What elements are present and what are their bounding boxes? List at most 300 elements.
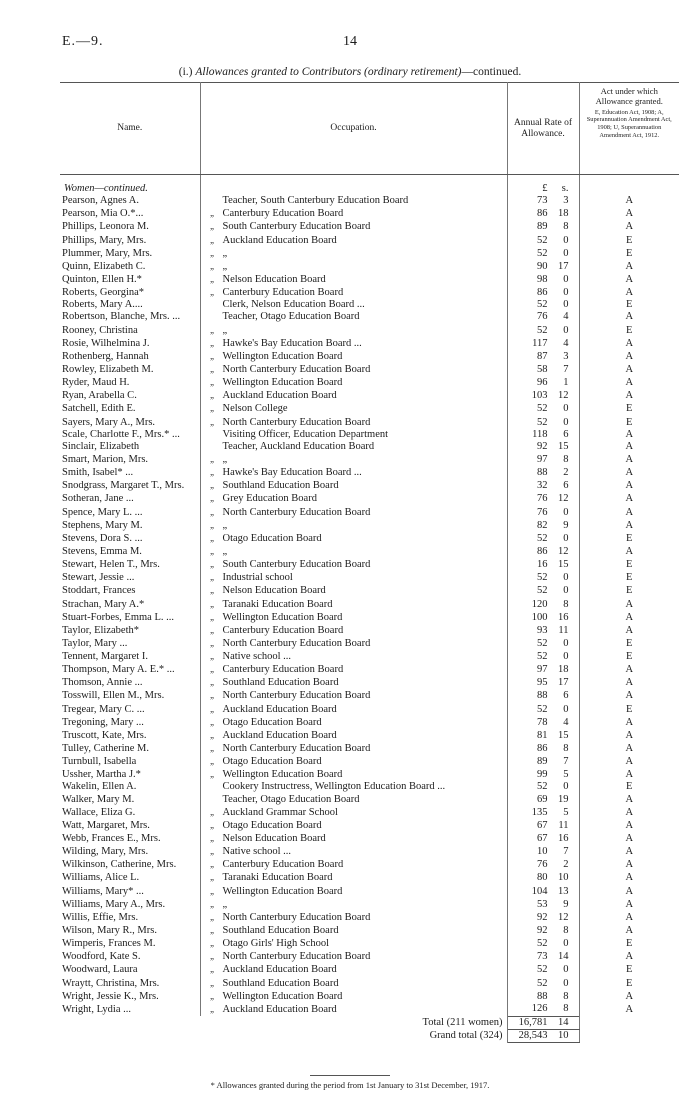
table-row — [60, 845, 679, 858]
act-code: A — [625, 793, 634, 805]
rate-shillings: 7 — [563, 756, 569, 768]
rate-shillings: 8 — [563, 990, 569, 1002]
act-code: E — [626, 234, 633, 246]
table-row — [60, 637, 679, 650]
ditto-mark: „ — [209, 221, 215, 232]
rate-pounds: 104 — [531, 885, 548, 897]
rate-pounds: 76 — [537, 506, 548, 518]
table-row — [60, 324, 679, 337]
rate-pounds: 80 — [537, 872, 548, 884]
act-code: A — [625, 925, 634, 937]
occupation: Wellington Education Board — [222, 350, 343, 362]
contributor-name: Wilding, Mary, Mrs. — [62, 846, 149, 858]
table-row — [60, 207, 679, 220]
table-row — [60, 479, 679, 492]
occupation: Wellington Education Board — [222, 769, 343, 781]
footnote-rule — [310, 1075, 390, 1076]
ditto-mark: „ — [209, 716, 215, 727]
page-number: 14 — [343, 34, 357, 49]
occupation: Wellington Education Board — [222, 885, 343, 897]
occupation: Southland Education Board — [222, 977, 339, 989]
rate-shillings: 0 — [563, 532, 569, 544]
contributor-name: Roberts, Georgina* — [62, 287, 145, 299]
act-code: E — [626, 299, 633, 311]
occupation: Auckland Education Board — [222, 964, 337, 976]
act-code: E — [626, 938, 633, 950]
ditto-mark: „ — [209, 247, 215, 258]
occupation: Nelson Education Board — [222, 833, 326, 845]
table-row — [60, 858, 679, 871]
rate-shillings: 12 — [558, 493, 569, 505]
table-row — [60, 558, 679, 571]
contributor-name: Ryan, Arabella C. — [62, 390, 137, 402]
act-code: A — [625, 287, 634, 299]
contributor-name: Tulley, Catherine M. — [62, 743, 150, 755]
act-code: E — [626, 324, 633, 336]
table-row — [60, 871, 679, 884]
ditto-mark: „ — [209, 624, 215, 635]
occupation: Otago Education Board — [222, 819, 322, 831]
units-pounds: £ — [542, 183, 548, 194]
table-row — [60, 598, 679, 611]
rate-pounds: 76 — [537, 859, 548, 871]
rate-shillings: 16 — [558, 833, 569, 845]
act-code: A — [625, 664, 634, 676]
contributor-name: Wallace, Eliza G. — [62, 806, 136, 818]
rate-pounds: 32 — [537, 480, 548, 492]
ditto-mark: „ — [209, 403, 215, 414]
table-row — [60, 220, 679, 233]
occupation: South Canterbury Education Board — [222, 221, 371, 233]
rate-shillings: 0 — [563, 234, 569, 246]
rate-pounds: 58 — [537, 363, 548, 375]
contributor-name: Williams, Alice L. — [62, 872, 140, 884]
rate-shillings: 12 — [558, 911, 569, 923]
ditto-mark: „ — [209, 872, 215, 883]
contributor-name: Robertson, Blanche, Mrs. ... — [62, 311, 181, 323]
rate-pounds: 120 — [531, 598, 548, 610]
footnote: * Allowances granted during the period from 1st January to 31st December, 1917. — [210, 1080, 490, 1090]
rate-shillings: 0 — [563, 977, 569, 989]
occupation: Otago Education Board — [222, 532, 322, 544]
act-code: E — [626, 585, 633, 597]
occupation: Otago Education Board — [222, 756, 322, 768]
act-code: A — [625, 350, 634, 362]
document-reference: E.—9. — [62, 34, 104, 49]
rate-shillings: 0 — [563, 324, 569, 336]
rate-pounds: 88 — [537, 690, 548, 702]
table-row — [60, 571, 679, 584]
act-code: E — [626, 572, 633, 584]
ditto-mark: „ — [209, 977, 215, 988]
occupation: Cookery Instructress, Wellington Education Board ... — [222, 781, 446, 793]
contributor-name: Ryder, Maud H. — [62, 377, 130, 389]
occupation: Taranaki Education Board — [222, 598, 333, 610]
contributor-name: Truscott, Kate, Mrs. — [62, 729, 147, 741]
rate-shillings: 17 — [558, 677, 569, 689]
occupation: Hawke's Bay Education Board ... — [222, 337, 362, 349]
act-title: Act under which Allowance granted. — [595, 86, 663, 107]
rate-shillings: 17 — [558, 260, 569, 272]
ditto-mark: „ — [209, 559, 215, 570]
occupation: „ — [222, 898, 228, 910]
rate-pounds: 100 — [531, 611, 548, 623]
occupation: Hawke's Bay Education Board ... — [222, 467, 362, 479]
occupation: North Canterbury Education Board — [222, 363, 371, 375]
occupation: North Canterbury Education Board — [222, 951, 371, 963]
rate-shillings: 16 — [558, 611, 569, 623]
table-row — [60, 729, 679, 742]
total-shillings: 14 — [558, 1016, 569, 1028]
rate-shillings: 3 — [563, 350, 569, 362]
ditto-mark: „ — [209, 324, 215, 335]
rate-pounds: 76 — [537, 493, 548, 505]
occupation: Canterbury Education Board — [222, 859, 344, 871]
rate-pounds: 86 — [537, 287, 548, 299]
occupation: Taranaki Education Board — [222, 872, 333, 884]
column-header-name: Name. — [60, 83, 200, 175]
contributor-name: Stevens, Dora S. ... — [62, 532, 143, 544]
rate-pounds: 86 — [537, 743, 548, 755]
contributor-name: Wakelin, Ellen A. — [62, 781, 137, 793]
act-code: A — [625, 493, 634, 505]
act-code: E — [626, 703, 633, 715]
rate-shillings: 12 — [558, 390, 569, 402]
rate-shillings: 15 — [558, 729, 569, 741]
rate-shillings: 0 — [563, 247, 569, 259]
occupation: Auckland Education Board — [222, 234, 337, 246]
table-row — [60, 441, 679, 453]
rate-pounds: 73 — [537, 195, 548, 207]
table-row — [60, 898, 679, 911]
contributor-name: Ussher, Martha J.* — [62, 769, 141, 781]
occupation: Auckland Education Board — [222, 1003, 337, 1015]
contributor-name: Wimperis, Frances M. — [62, 938, 156, 950]
contributor-name: Sinclair, Elizabeth — [62, 440, 140, 452]
ditto-mark: „ — [209, 506, 215, 517]
occupation: Wellington Education Board — [222, 611, 343, 623]
rate-shillings: 7 — [563, 363, 569, 375]
act-code: A — [625, 911, 634, 923]
rate-pounds: 52 — [537, 324, 548, 336]
rate-shillings: 0 — [563, 273, 569, 285]
rate-shillings: 0 — [563, 585, 569, 597]
column-header-rate: Annual Rate of Allowance. — [507, 83, 579, 175]
act-code: A — [625, 260, 634, 272]
contributor-name: Wright, Lydia ... — [62, 1003, 131, 1015]
ditto-mark: „ — [209, 598, 215, 609]
act-code: A — [625, 951, 634, 963]
table-row — [60, 389, 679, 402]
occupation: Native school ... — [222, 651, 292, 663]
rate-pounds: 97 — [537, 664, 548, 676]
rate-pounds: 81 — [537, 729, 548, 741]
act-code: A — [625, 677, 634, 689]
contributor-name: Wright, Jessie K., Mrs. — [62, 990, 159, 1002]
ditto-mark: „ — [209, 611, 215, 622]
act-code: E — [626, 247, 633, 259]
rate-pounds: 52 — [537, 703, 548, 715]
act-code: E — [626, 964, 633, 976]
ditto-mark: „ — [209, 703, 215, 714]
ditto-mark: „ — [209, 287, 215, 298]
contributor-name: Wraytt, Christina, Mrs. — [62, 977, 160, 989]
contributor-name: Stevens, Emma M. — [62, 545, 142, 557]
rate-pounds: 89 — [537, 756, 548, 768]
rate-shillings: 8 — [563, 453, 569, 465]
ditto-mark: „ — [209, 743, 215, 754]
occupation: Industrial school — [222, 572, 293, 584]
rate-pounds: 92 — [537, 925, 548, 937]
rate-pounds: 76 — [537, 311, 548, 323]
contributor-name: Rowley, Elizabeth M. — [62, 363, 154, 375]
rate-shillings: 14 — [558, 951, 569, 963]
contributor-name: Sotheran, Jane ... — [62, 493, 134, 505]
contributor-name: Sayers, Mary A., Mrs. — [62, 416, 156, 428]
act-code: A — [625, 846, 634, 858]
rate-pounds: 52 — [537, 572, 548, 584]
contributor-name: Quinn, Elizabeth C. — [62, 260, 146, 272]
rate-shillings: 7 — [563, 846, 569, 858]
ditto-mark: „ — [209, 806, 215, 817]
rate-pounds: 95 — [537, 677, 548, 689]
contributor-name: Strachan, Mary A.* — [62, 598, 145, 610]
ditto-mark: „ — [209, 208, 215, 219]
rate-shillings: 18 — [558, 208, 569, 220]
act-code: A — [625, 898, 634, 910]
contributor-name: Phillips, Leonora M. — [62, 221, 149, 233]
ditto-mark: „ — [209, 390, 215, 401]
rate-shillings: 0 — [563, 703, 569, 715]
total-label: Total (211 women) — [200, 1016, 507, 1029]
table-row — [60, 911, 679, 924]
act-code: A — [625, 377, 634, 389]
act-code: A — [625, 833, 634, 845]
rate-shillings: 9 — [563, 519, 569, 531]
rate-shillings: 0 — [563, 572, 569, 584]
rate-pounds: 73 — [537, 951, 548, 963]
rate-shillings: 0 — [563, 781, 569, 793]
rate-shillings: 11 — [558, 624, 569, 636]
act-code: E — [626, 781, 633, 793]
section-row — [60, 175, 679, 196]
rate-pounds: 67 — [537, 819, 548, 831]
rate-shillings: 13 — [558, 885, 569, 897]
contributor-name: Webb, Frances E., Mrs. — [62, 833, 161, 845]
act-code: E — [626, 403, 633, 415]
rate-pounds: 96 — [537, 377, 548, 389]
rate-shillings: 12 — [558, 545, 569, 557]
ditto-mark: „ — [209, 846, 215, 857]
occupation: Southland Education Board — [222, 925, 339, 937]
ditto-mark: „ — [209, 363, 215, 374]
ditto-mark: „ — [209, 951, 215, 962]
ditto-mark: „ — [209, 234, 215, 245]
ditto-mark: „ — [209, 493, 215, 504]
rate-shillings: 0 — [563, 403, 569, 415]
table-row — [60, 506, 679, 519]
total-row — [60, 1016, 679, 1029]
rate-shillings: 0 — [563, 938, 569, 950]
rate-pounds: 52 — [537, 585, 548, 597]
table-row — [60, 963, 679, 976]
table-header-row — [60, 83, 679, 175]
ditto-mark: „ — [209, 532, 215, 543]
table-row — [60, 611, 679, 624]
act-code: E — [626, 977, 633, 989]
ditto-mark: „ — [209, 819, 215, 830]
rate-shillings: 4 — [563, 337, 569, 349]
occupation: „ — [222, 247, 228, 259]
table-row — [60, 885, 679, 898]
rate-pounds: 126 — [531, 1003, 548, 1015]
rate-pounds: 53 — [537, 898, 548, 910]
contributor-name: Thomson, Annie ... — [62, 677, 143, 689]
ditto-mark: „ — [209, 833, 215, 844]
occupation: „ — [222, 545, 228, 557]
act-code: A — [625, 453, 634, 465]
contributor-name: Plummer, Mary, Mrs. — [62, 247, 153, 259]
table-row — [60, 376, 679, 389]
occupation: North Canterbury Education Board — [222, 690, 371, 702]
table-row — [60, 532, 679, 545]
act-code: A — [625, 598, 634, 610]
ditto-mark: „ — [209, 690, 215, 701]
contributor-name: Stuart-Forbes, Emma L. ... — [62, 611, 174, 623]
rate-pounds: 86 — [537, 208, 548, 220]
act-code: A — [625, 729, 634, 741]
caption-suffix: —continued. — [461, 66, 522, 78]
rate-shillings: 19 — [558, 793, 569, 805]
table-row — [60, 716, 679, 729]
contributor-name: Woodford, Kate S. — [62, 951, 141, 963]
rate-pounds: 88 — [537, 990, 548, 1002]
table-row — [60, 924, 679, 937]
occupation: North Canterbury Education Board — [222, 506, 371, 518]
contributor-name: Phillips, Mary, Mrs. — [62, 234, 147, 246]
contributor-name: Scale, Charlotte F., Mrs.* ... — [62, 428, 180, 440]
act-code: A — [625, 467, 634, 479]
table-row — [60, 819, 679, 832]
table-row — [60, 755, 679, 768]
rate-pounds: 103 — [531, 390, 548, 402]
contributor-name: Roberts, Mary A.... — [62, 299, 143, 311]
rate-shillings: 18 — [558, 664, 569, 676]
occupation: Auckland Education Board — [222, 390, 337, 402]
occupation: Southland Education Board — [222, 480, 339, 492]
contributor-name: Smart, Marion, Mrs. — [62, 453, 149, 465]
contributor-name: Satchell, Edith E. — [62, 403, 136, 415]
occupation: „ — [222, 453, 228, 465]
rate-pounds: 98 — [537, 273, 548, 285]
contributor-name: Spence, Mary L. ... — [62, 506, 143, 518]
rate-pounds: 82 — [537, 519, 548, 531]
table-row — [60, 466, 679, 479]
contributor-name: Watt, Margaret, Mrs. — [62, 819, 150, 831]
act-code: A — [625, 195, 634, 207]
table-row — [60, 234, 679, 247]
table-row — [60, 624, 679, 637]
contributor-name: Taylor, Mary ... — [62, 637, 128, 649]
act-code: A — [625, 859, 634, 871]
total-pounds: 28,543 — [518, 1029, 548, 1041]
rate-pounds: 92 — [537, 440, 548, 452]
rate-pounds: 92 — [537, 911, 548, 923]
rate-shillings: 15 — [558, 559, 569, 571]
table-row — [60, 363, 679, 376]
rate-shillings: 8 — [563, 1003, 569, 1015]
act-note: E, Education Act, 1908; A, Superannuation Amendment Act, 1908; U, Superannuation Amendment Act, 1912. — [586, 108, 672, 139]
ditto-mark: „ — [209, 585, 215, 596]
contributor-name: Snodgrass, Margaret T., Mrs. — [62, 480, 185, 492]
occupation: Visiting Officer, Education Department — [222, 428, 389, 440]
rate-shillings: 0 — [563, 651, 569, 663]
act-code: A — [625, 769, 634, 781]
rate-pounds: 52 — [537, 938, 548, 950]
ditto-mark: „ — [209, 990, 215, 1001]
contributor-name: Woodward, Laura — [62, 964, 138, 976]
table-row — [60, 299, 679, 311]
table-row — [60, 689, 679, 702]
units-shillings: s. — [561, 183, 569, 194]
contributor-name: Turnbull, Isabella — [62, 756, 137, 768]
rate-pounds: 78 — [537, 716, 548, 728]
table-row — [60, 545, 679, 558]
act-code: E — [626, 416, 633, 428]
act-code: A — [625, 428, 634, 440]
table-row — [60, 584, 679, 597]
rate-shillings: 10 — [558, 872, 569, 884]
rate-shillings: 6 — [563, 480, 569, 492]
occupation: North Canterbury Education Board — [222, 911, 371, 923]
ditto-mark: „ — [209, 260, 215, 271]
act-code: E — [626, 532, 633, 544]
act-code: A — [625, 716, 634, 728]
contributor-name: Wilson, Mary R., Mrs. — [62, 925, 157, 937]
contributor-name: Thompson, Mary A. E.* ... — [62, 664, 175, 676]
occupation: Nelson College — [222, 403, 288, 415]
table-row — [60, 990, 679, 1003]
rate-pounds: 87 — [537, 350, 548, 362]
rate-pounds: 118 — [532, 428, 548, 440]
occupation: Clerk, Nelson Education Board ... — [222, 299, 365, 311]
act-code: A — [625, 273, 634, 285]
act-code: A — [625, 480, 634, 492]
rate-pounds: 135 — [531, 806, 548, 818]
rate-pounds: 52 — [537, 299, 548, 311]
act-code: A — [625, 440, 634, 452]
ditto-mark: „ — [209, 337, 215, 348]
ditto-mark: „ — [209, 964, 215, 975]
rate-shillings: 2 — [563, 859, 569, 871]
occupation: Auckland Education Board — [222, 703, 337, 715]
rate-pounds: 52 — [537, 651, 548, 663]
table-row — [60, 977, 679, 990]
table-row — [60, 429, 679, 441]
rate-shillings: 6 — [563, 690, 569, 702]
ditto-mark: „ — [209, 729, 215, 740]
contributor-name: Williams, Mary A., Mrs. — [62, 898, 166, 910]
table-row — [60, 311, 679, 323]
occupation: Grey Education Board — [222, 493, 317, 505]
rate-shillings: 2 — [563, 467, 569, 479]
caption-prefix: (i.) — [178, 66, 193, 78]
rate-pounds: 99 — [537, 769, 548, 781]
contributor-name: Wilkinson, Catherine, Mrs. — [62, 859, 177, 871]
rate-pounds: 93 — [537, 624, 548, 636]
rate-shillings: 8 — [563, 925, 569, 937]
occupation: Nelson Education Board — [222, 585, 326, 597]
